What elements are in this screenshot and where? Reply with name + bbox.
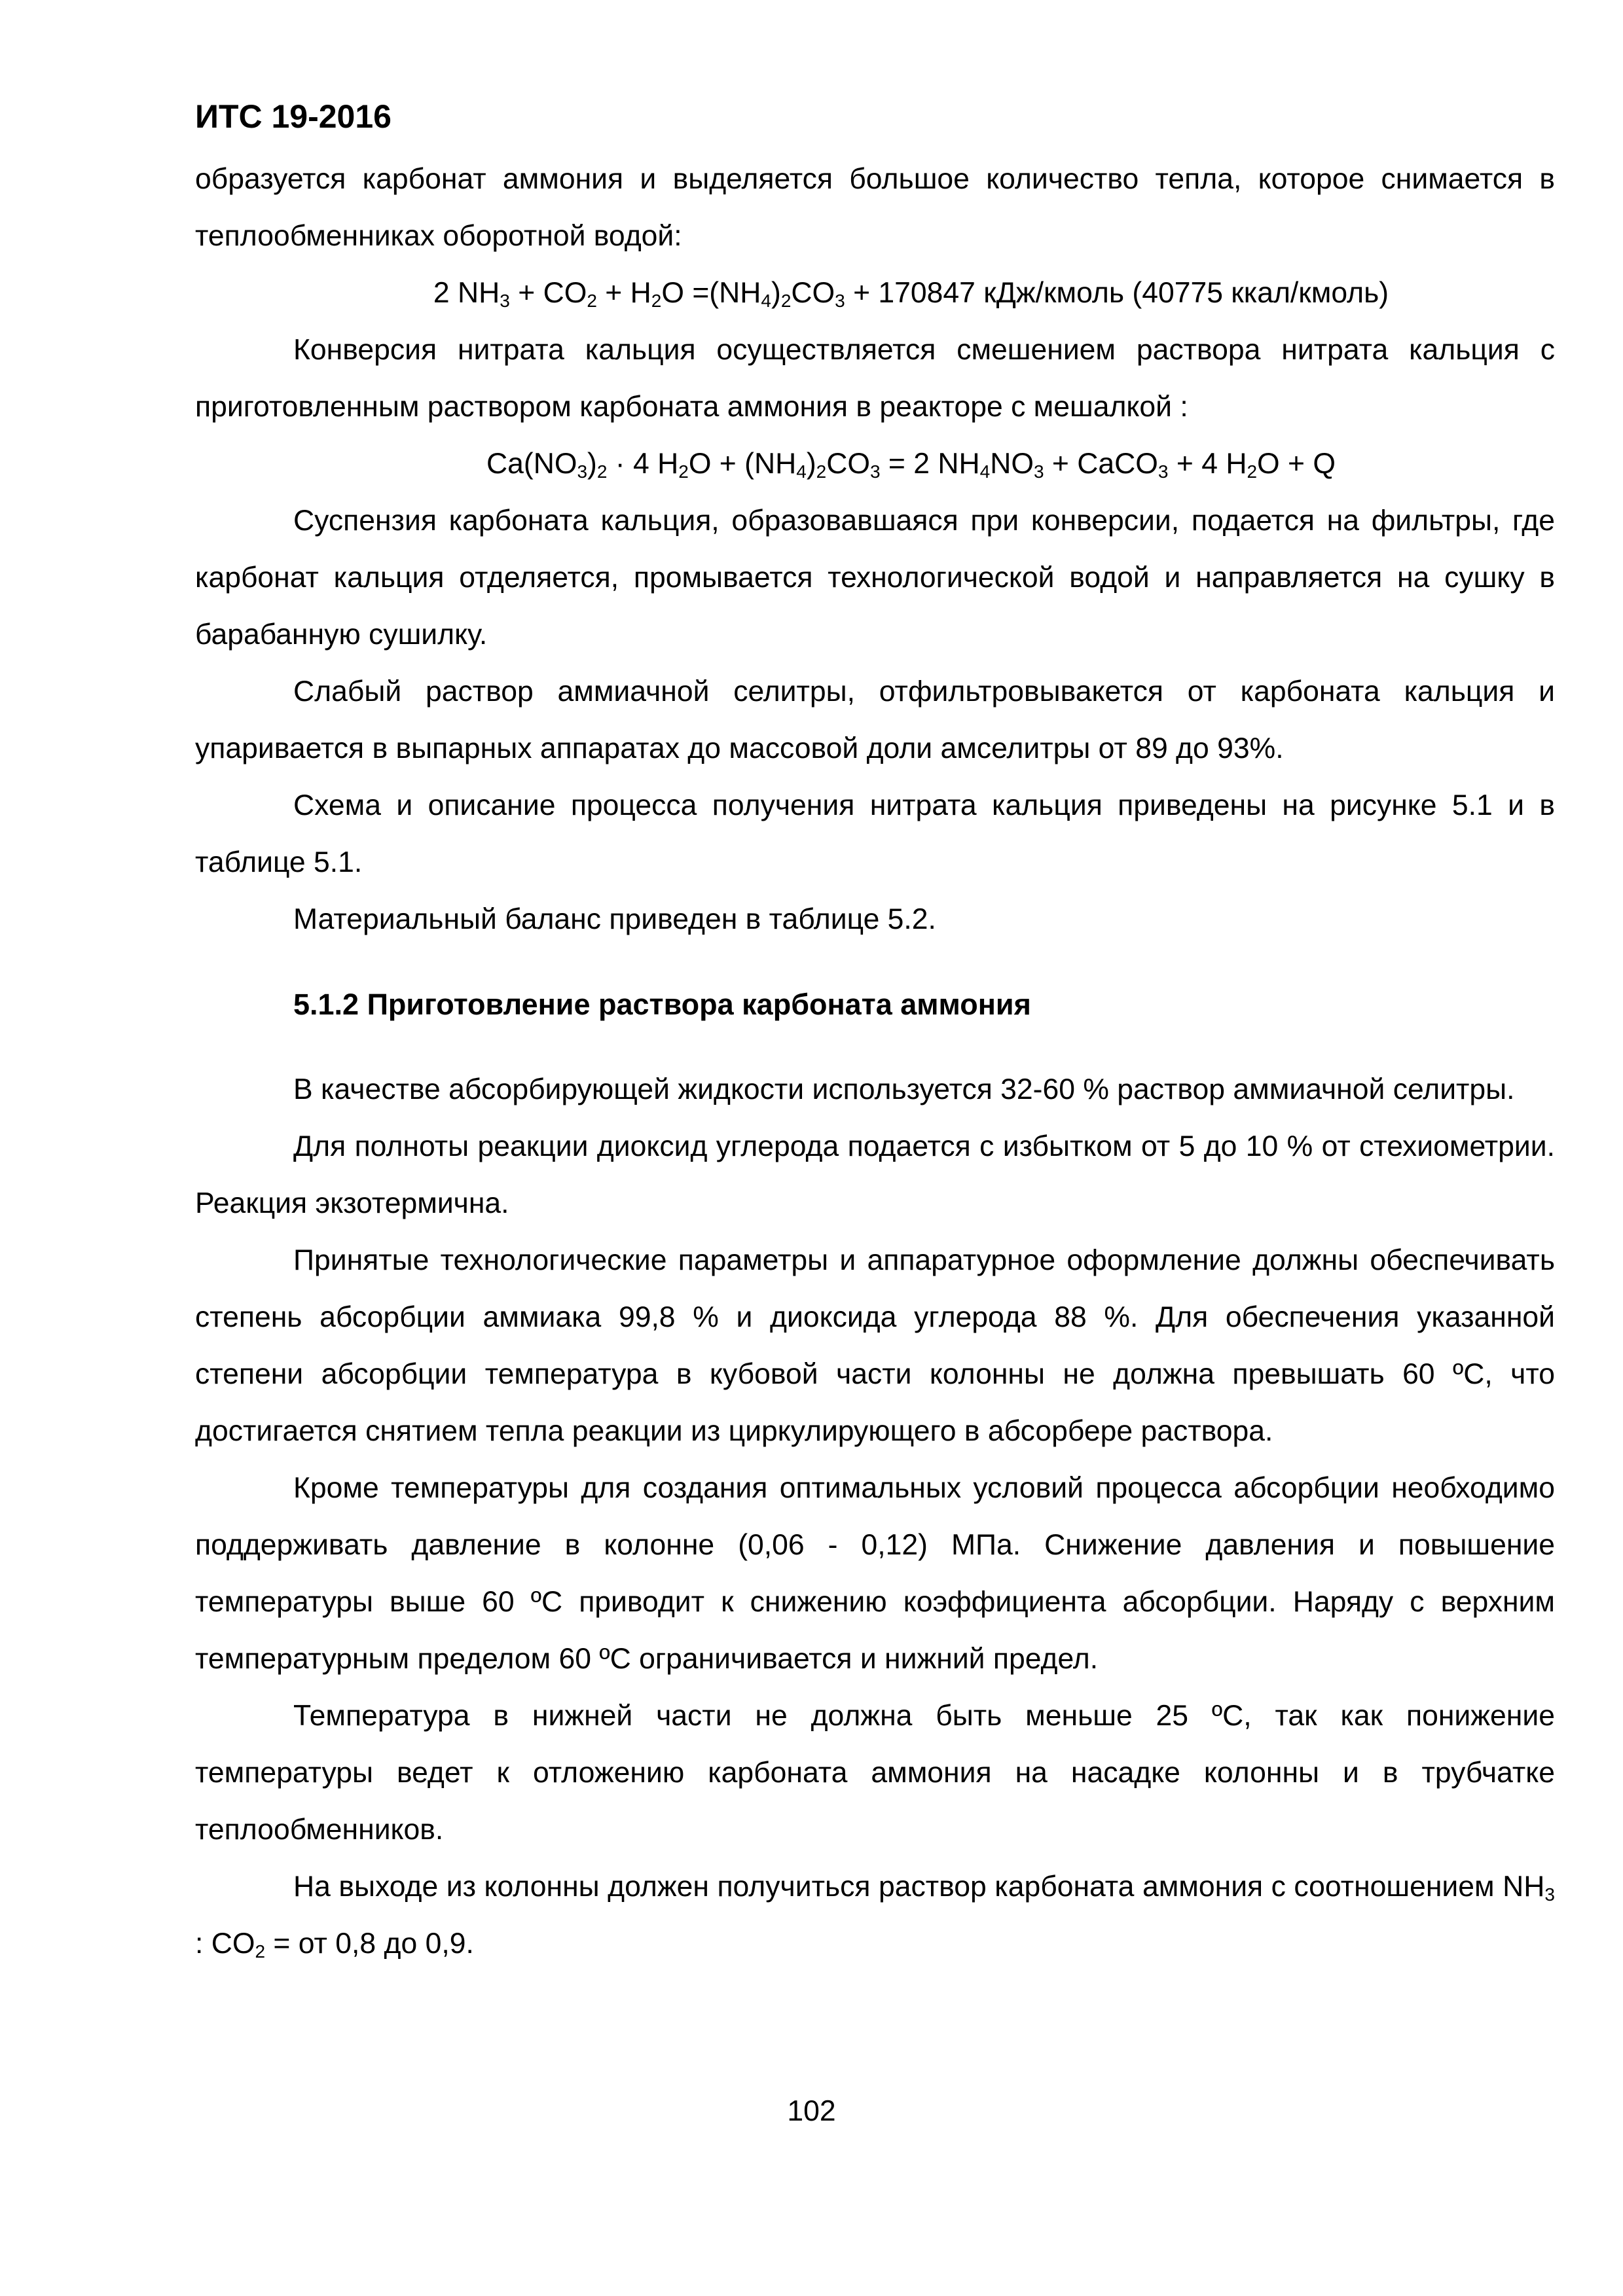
page-number: 102 bbox=[787, 2095, 836, 2127]
paragraph: Кроме температуры для создания оптимальных условий процесса абсорбции необходимо поддерживать давление в колонне (0,06 - 0,12) МПа. Снижение давления и повышение температуры выше 60 ºС приводит к снижению коэффициента абсорбции. Наряду с верхним температурным пределом 60 ºС ограничивается и нижний предел. bbox=[195, 1472, 1555, 1675]
paragraph: Принятые технологические параметры и аппаратурное оформление должны обеспечивать степень абсорбции аммиака 99,8 % и диоксида углерода 88 %. Для обеспечения указанной степени абсорбции температура в кубовой части колонны не должна превышать 60 ºС, что достигается снятием тепла реакции из циркулирующего в абсорбере раствора. bbox=[195, 1244, 1555, 1447]
paragraph: Схема и описание процесса получения нитрата кальция приведены на рисунке 5.1 и в таблице 5.1. bbox=[195, 789, 1555, 878]
paragraph: Конверсия нитрата кальция осуществляется смешением раствора нитрата кальция с приготовленным раствором карбоната аммония в реакторе с мешалкой : bbox=[195, 334, 1555, 423]
paragraph: Суспензия карбоната кальция, образовавшаяся при конверсии, подается на фильтры, где карбонат кальция отделяется, промывается технологической водой и направляется на сушку в барабанную сушилку. bbox=[195, 505, 1555, 651]
paragraph-ratio: На выходе из колонны должен получиться раствор карбоната аммония с соотношением $NH_3$ : $CO_2$ = от 0,8 до 0,9. bbox=[195, 1871, 1555, 1962]
document-body bbox=[195, 151, 1555, 1972]
paragraph: Материальный баланс приведен в таблице 5.2. bbox=[293, 903, 936, 935]
paragraph: Для полноты реакции диоксид углерода подается с избытком от 5 до 10 % от стехиометрии. Реакция экзотермична. bbox=[195, 1130, 1555, 1219]
section-heading: 5.1.2 Приготовление раствора карбоната аммония bbox=[293, 988, 1031, 1021]
paragraph: Слабый раствор аммиачной селитры, отфильтровывакется от карбоната кальция и упаривается в выпарных аппаратах до массовой доли амселитры от 89 до 93%. bbox=[195, 675, 1555, 764]
paragraph: Температура в нижней части не должна быть меньше 25 ºС, так как понижение температуры ведет к отложению карбоната аммония на насадке колонны и в трубчатке теплообменников. bbox=[195, 1700, 1555, 1846]
paragraph: В качестве абсорбирующей жидкости используется 32-60 % раствор аммиачной селитры. bbox=[293, 1073, 1515, 1105]
paragraph: образуется карбонат аммония и выделяется большое количество тепла, которое снимается в теплообменниках оборотной водой: bbox=[195, 163, 1555, 252]
equation-ammonium-carbonate: 2 $NH_3 + CO_2 + H_2O =(NH_4)_2CO_3 + 170847$ кДж/кмоль (40775 ккал/кмоль) bbox=[433, 277, 1389, 311]
document-header: ИТС 19-2016 bbox=[195, 98, 392, 135]
equation-calcium-nitrate-conversion: $Ca(NO_3)_2 \cdot 4$ $H_2O + (NH_4)_2CO_3 = 2$ $NH_4NO_3$ + CaCO$_3$ + 4 $H_2O + Q$ bbox=[486, 448, 1336, 482]
